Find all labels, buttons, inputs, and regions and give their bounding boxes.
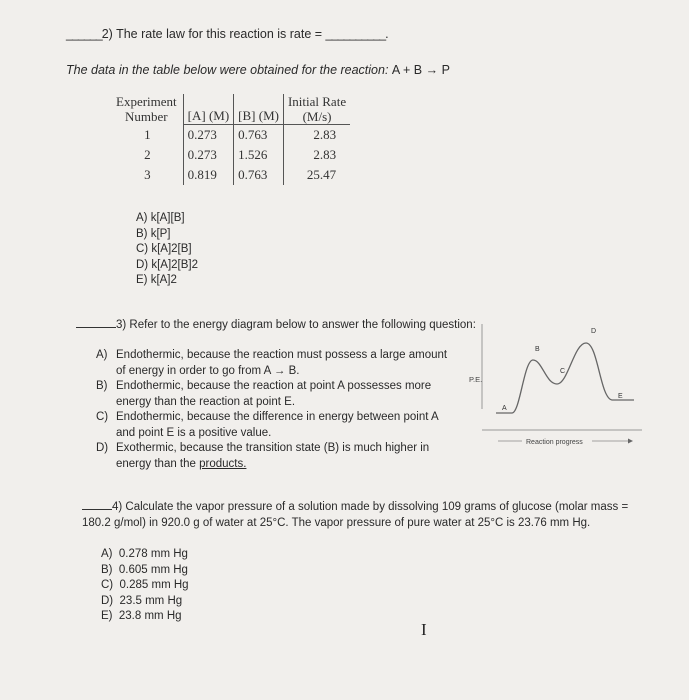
q3-title: [76, 319, 476, 331]
cell-exp: 3: [144, 167, 151, 182]
q2-option-c[interactable]: C) k[A]2[B]: [136, 243, 192, 255]
cell-exp: 1: [144, 126, 151, 142]
header-rate-line2: (M/s): [302, 109, 332, 124]
q3-option-b-text: Endothermic, because the reaction at point A possesses more energy than the reaction at point E.: [116, 380, 432, 408]
progress-arrow-head: [628, 439, 633, 444]
q2-lead-blank: ______: [66, 27, 102, 41]
point-e-label: E: [618, 393, 623, 400]
point-d-label: D: [591, 328, 597, 335]
q2-answer-blank: __________.: [325, 27, 388, 41]
q3-option-c-text: Endothermic, because the difference in energy between point A and point E is a positive value.: [116, 411, 439, 439]
cell-a: 0.273: [183, 125, 234, 146]
table-row: [112, 125, 350, 146]
q3-option-a[interactable]: [96, 348, 456, 379]
q3-question-text: 3) Refer to the energy diagram below to answer the following question:: [116, 319, 476, 331]
table-row: [112, 165, 350, 185]
header-a-label: [A] (M): [187, 108, 230, 123]
q4-option-a[interactable]: A) 0.278 mm Hg: [101, 548, 188, 560]
q4-option-e[interactable]: E) 23.8 mm Hg: [101, 610, 182, 622]
cell-b: 0.763: [234, 165, 284, 185]
cell-b: 0.763: [234, 125, 284, 146]
cell-a: 0.273: [183, 145, 234, 165]
q4-question-text: 4) Calculate the vapor pressure of a solution made by dissolving 109 grams of glucose (molar mass = 180.2 g/mol) in 920.0 g of water at 25°C. The vapor pressure of pure water at 25°C is 23.76 mm Hg.: [82, 501, 629, 529]
energy-curve: [496, 343, 634, 413]
q3-option-d-body: [116, 441, 456, 472]
header-b-label: [B] (M): [238, 108, 279, 123]
q3-option-c[interactable]: [96, 410, 456, 441]
header-experiment-line2: Number: [125, 109, 168, 125]
energy-diagram: [462, 316, 644, 452]
diagram-y-label: P.E.: [469, 375, 483, 384]
header-rate: [283, 94, 350, 125]
q2-title: [66, 27, 388, 41]
q4-options: [101, 547, 189, 625]
q3-option-d-text: Exothermic, because the transition state (B) is much higher in energy than the: [116, 442, 430, 470]
q2-option-e[interactable]: E) k[A]2: [136, 274, 177, 286]
header-rate-line1: Initial Rate: [287, 94, 347, 109]
header-a: [183, 94, 234, 125]
q2-intro-text: The data in the table below were obtained for the reaction:: [66, 63, 392, 77]
rate-data-table: [112, 94, 350, 185]
cell-a: 0.819: [183, 165, 234, 185]
q3-option-d[interactable]: [96, 441, 456, 472]
q2-options: [136, 211, 198, 289]
q4-question: [82, 499, 642, 531]
point-b-label: B: [535, 346, 540, 353]
q2-intro: [66, 63, 450, 77]
q3-option-d-tail: products.: [199, 457, 247, 470]
cell-exp: 2: [144, 147, 151, 162]
q3-option-b[interactable]: [96, 379, 456, 410]
q3-option-a-text: Endothermic, because the reaction must possess a large amount of energy in order to go from A → B.: [116, 349, 448, 377]
point-c-label: C: [560, 368, 566, 375]
q2-reaction: A + B → P: [391, 63, 450, 77]
q4-option-c[interactable]: C) 0.285 mm Hg: [101, 579, 189, 591]
header-experiment: [112, 94, 183, 125]
cell-rate: 2.83: [283, 125, 350, 146]
header-b: [234, 94, 284, 125]
header-experiment-line1: Experiment: [116, 94, 177, 110]
q4-option-d[interactable]: D) 23.5 mm Hg: [101, 594, 183, 607]
q2-option-b[interactable]: B) k[P]: [136, 227, 171, 240]
q3-option-a-letter: A): [96, 349, 108, 361]
diagram-x-label: Reaction progress: [526, 439, 583, 446]
q3-option-d-letter: D): [96, 442, 109, 454]
point-a-label: A: [502, 405, 507, 412]
cell-rate: 25.47: [283, 165, 350, 185]
q4-option-b[interactable]: B) 0.605 mm Hg: [101, 563, 188, 576]
q2-option-a[interactable]: A) k[A][B]: [136, 212, 185, 224]
text-cursor-icon: I: [421, 620, 427, 639]
cell-b: 1.526: [234, 145, 284, 165]
q3-option-c-letter: C): [96, 411, 109, 423]
q2-question-text: 2) The rate law for this reaction is rate =: [101, 27, 326, 41]
q2-option-d[interactable]: D) k[A]2[B]2: [136, 258, 198, 271]
table-row: [112, 145, 350, 165]
q4-blank: [82, 509, 112, 510]
q3-option-b-letter: B): [96, 380, 108, 392]
q3-blank: [76, 327, 116, 328]
cell-rate: 2.83: [283, 145, 350, 165]
diagram-axes: [482, 324, 642, 430]
q3-options: [96, 348, 456, 472]
